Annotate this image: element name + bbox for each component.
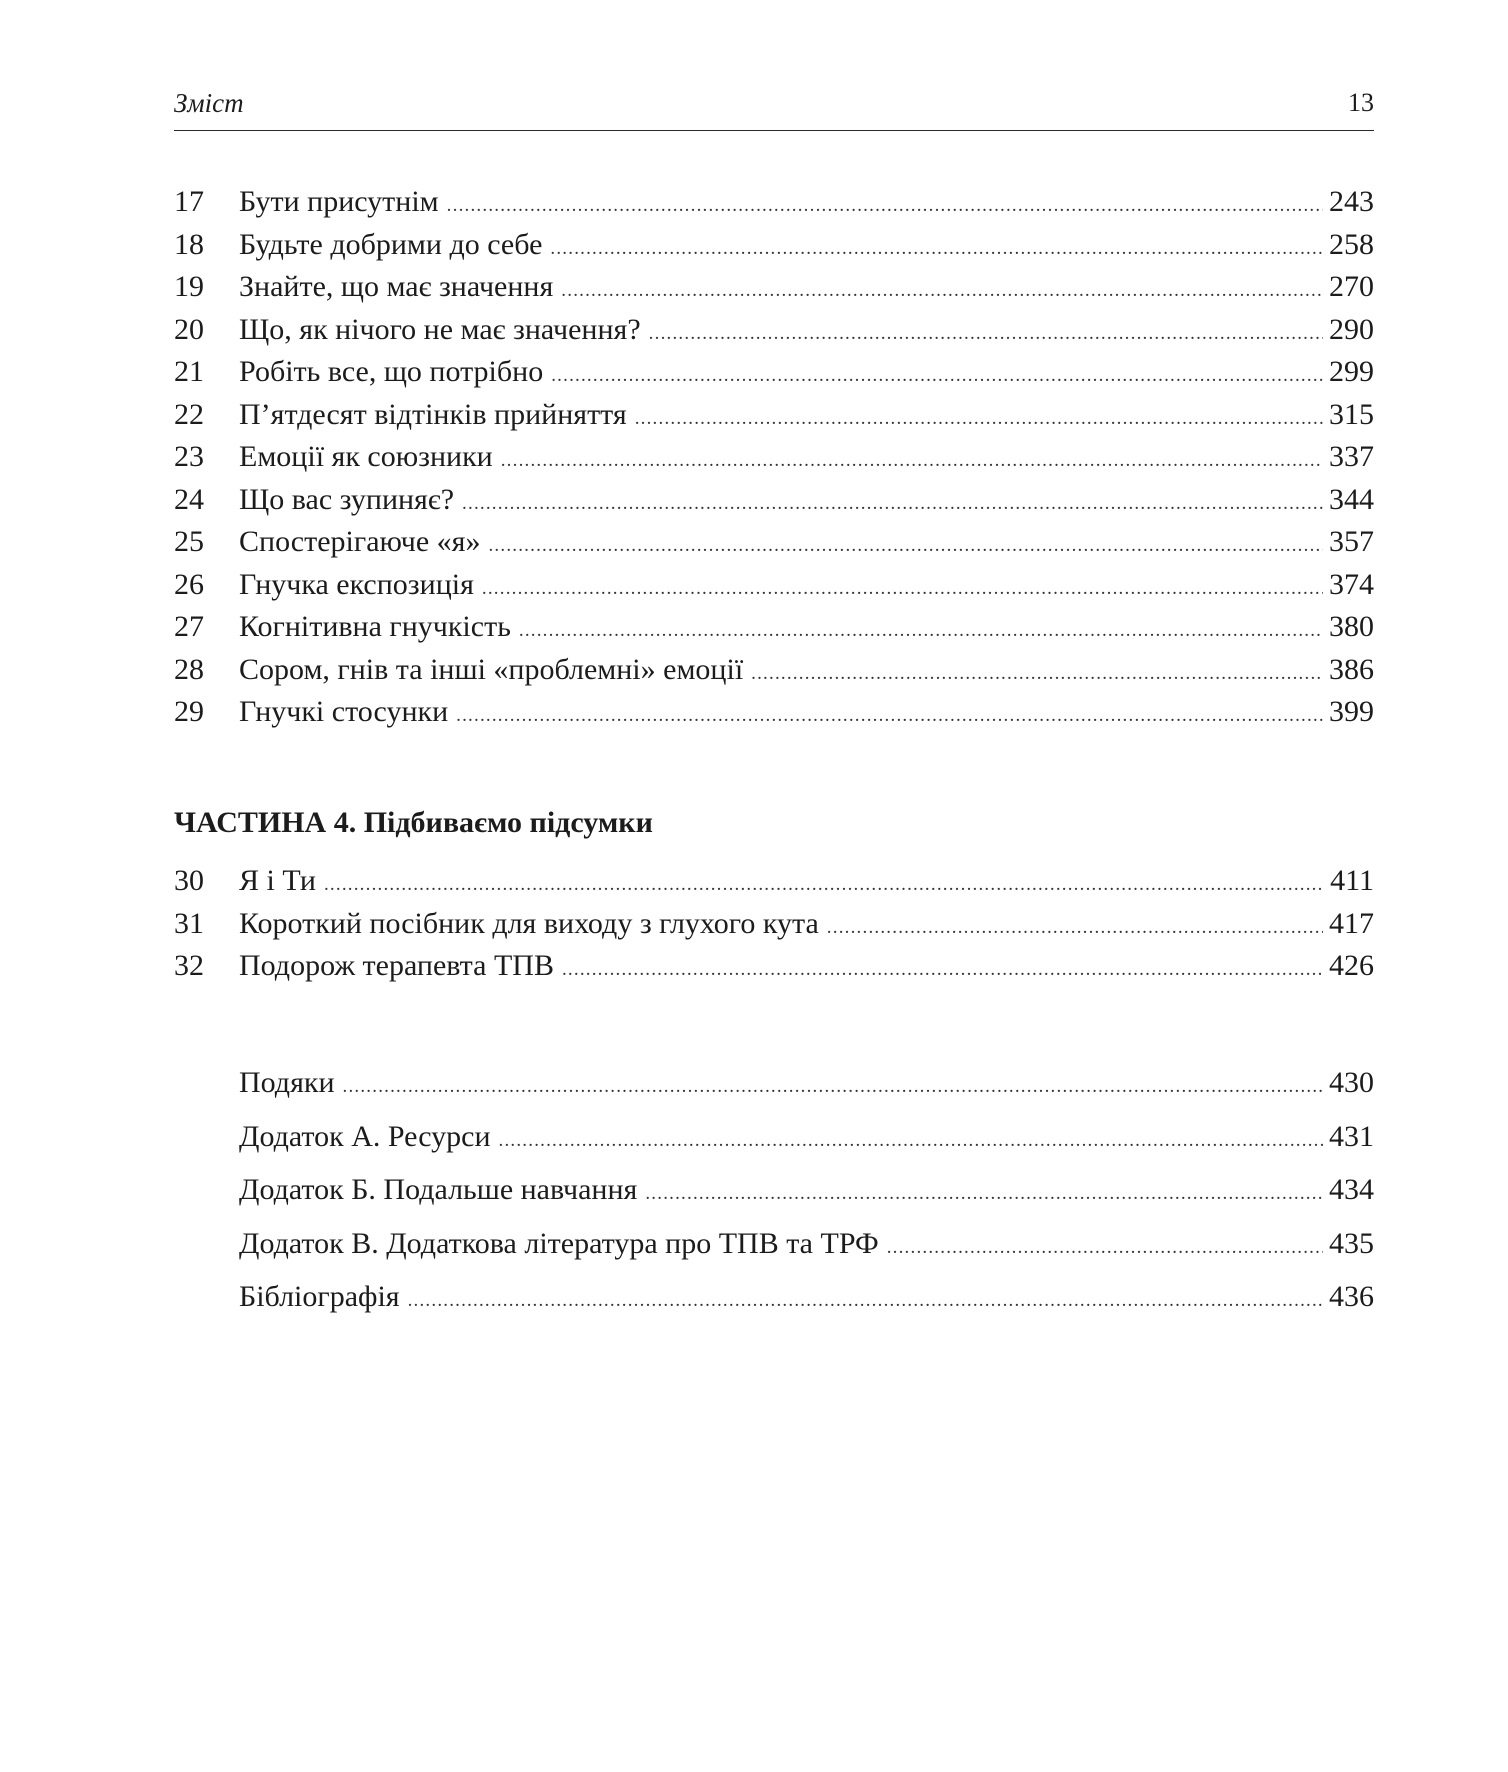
toc-part3-list xyxy=(174,181,1374,734)
dot-leader xyxy=(562,949,1323,992)
chapter-page: 290 xyxy=(1329,312,1374,346)
toc-entry[interactable] xyxy=(174,1110,1374,1164)
chapter-page: 337 xyxy=(1329,440,1374,473)
chapter-number: 31 xyxy=(174,906,204,940)
chapter-title: Короткий посібник для виходу з глухого кута xyxy=(239,906,819,940)
dot-leader xyxy=(343,1060,1324,1114)
toc-entry[interactable] xyxy=(174,436,1374,479)
toc-entry[interactable] xyxy=(174,564,1374,607)
chapter-title: Спостерігаюче «я» xyxy=(239,525,481,558)
toc-entry[interactable] xyxy=(174,266,1374,309)
chapter-page: 417 xyxy=(1329,906,1374,940)
back-matter-page: 434 xyxy=(1329,1173,1374,1206)
chapter-page: 258 xyxy=(1329,227,1374,261)
chapter-page: 270 xyxy=(1329,270,1374,303)
back-matter-page: 431 xyxy=(1329,1119,1374,1153)
dot-leader xyxy=(635,398,1323,441)
chapter-title: Що, як нічого не має значення? xyxy=(239,312,641,346)
chapter-title: Бути присутнім xyxy=(239,185,439,218)
chapter-title: Що вас зупиняє? xyxy=(239,482,455,516)
dot-leader xyxy=(456,695,1323,738)
chapter-number: 30 xyxy=(174,864,204,897)
dot-leader xyxy=(462,483,1323,526)
chapter-page: 374 xyxy=(1329,567,1374,601)
toc-entry[interactable] xyxy=(174,1217,1374,1271)
toc-entry[interactable] xyxy=(174,649,1374,692)
toc-entry[interactable] xyxy=(174,479,1374,522)
dot-leader xyxy=(751,653,1323,696)
chapter-page: 344 xyxy=(1329,482,1374,516)
chapter-page: 399 xyxy=(1329,695,1374,728)
toc-part4-list xyxy=(174,860,1374,988)
toc-entry[interactable] xyxy=(174,224,1374,267)
back-matter-title: Бібліографія xyxy=(239,1280,400,1313)
chapter-title: Гнучкі стосунки xyxy=(239,695,449,728)
toc-entry[interactable] xyxy=(174,903,1374,946)
dot-leader xyxy=(887,1221,1323,1275)
chapter-page: 426 xyxy=(1329,949,1374,982)
dot-leader xyxy=(324,864,1324,907)
chapter-number: 17 xyxy=(174,185,204,218)
dot-leader xyxy=(447,185,1323,228)
chapter-page: 357 xyxy=(1329,525,1374,558)
toc-entry[interactable] xyxy=(174,860,1374,903)
dot-leader xyxy=(499,1114,1324,1168)
header-title: Зміст xyxy=(174,88,244,118)
dot-leader xyxy=(519,610,1323,653)
chapter-number: 19 xyxy=(174,270,204,303)
toc-entry[interactable] xyxy=(174,181,1374,224)
dot-leader xyxy=(501,440,1323,483)
chapter-number: 23 xyxy=(174,440,204,473)
chapter-number: 20 xyxy=(174,312,204,346)
chapter-title: Будьте добрими до себе xyxy=(239,227,543,261)
back-matter-title: Додаток Б. Подальше навчання xyxy=(239,1173,638,1206)
chapter-page: 411 xyxy=(1330,864,1374,897)
chapter-number: 28 xyxy=(174,652,204,686)
chapter-number: 25 xyxy=(174,525,204,558)
back-matter-title: Додаток А. Ресурси xyxy=(239,1119,491,1153)
chapter-page: 380 xyxy=(1329,610,1374,643)
back-matter-title: Додаток В. Додаткова література про ТПВ та ТРФ xyxy=(239,1226,879,1260)
chapter-number: 22 xyxy=(174,397,204,431)
dot-leader xyxy=(550,228,1323,271)
chapter-title: Знайте, що має значення xyxy=(239,270,554,303)
toc-entry[interactable] xyxy=(174,394,1374,437)
toc-entry[interactable] xyxy=(174,521,1374,564)
chapter-title: П’ятдесят відтінків прийняття xyxy=(239,397,627,431)
toc-entry[interactable] xyxy=(174,1270,1374,1324)
chapter-title: Емоції як союзники xyxy=(239,440,493,473)
toc-entry[interactable] xyxy=(174,606,1374,649)
back-matter-page: 435 xyxy=(1329,1226,1374,1260)
chapter-number: 21 xyxy=(174,355,204,388)
chapter-title: Сором, гнів та інші «проблемні» емоції xyxy=(239,652,744,686)
chapter-number: 27 xyxy=(174,610,204,643)
chapter-number: 26 xyxy=(174,567,204,601)
chapter-page: 299 xyxy=(1329,355,1374,388)
running-header xyxy=(174,84,1374,131)
chapter-page: 386 xyxy=(1329,652,1374,686)
chapter-page: 315 xyxy=(1329,397,1374,431)
toc-entry[interactable] xyxy=(174,1056,1374,1110)
chapter-title: Когнітивна гнучкість xyxy=(239,610,511,643)
header-page-number: 13 xyxy=(1348,88,1374,117)
chapter-page: 243 xyxy=(1329,185,1374,218)
chapter-title: Робіть все, що потрібно xyxy=(239,355,544,388)
chapter-number: 18 xyxy=(174,227,204,261)
toc-entry[interactable] xyxy=(174,1163,1374,1217)
chapter-number: 32 xyxy=(174,949,204,982)
dot-leader xyxy=(561,270,1323,313)
toc-entry[interactable] xyxy=(174,691,1374,734)
chapter-title: Подорож терапевта ТПВ xyxy=(239,949,554,982)
back-matter-page: 430 xyxy=(1329,1066,1374,1099)
chapter-title: Я і Ти xyxy=(239,864,316,897)
chapter-title: Гнучка експозиція xyxy=(239,567,474,601)
toc-entry[interactable] xyxy=(174,945,1374,988)
part-heading: ЧАСТИНА 4. Підбиваємо підсумки xyxy=(174,806,653,839)
back-matter-title: Подяки xyxy=(239,1066,335,1099)
dot-leader xyxy=(649,313,1323,356)
toc-back-matter-list xyxy=(174,1056,1374,1324)
dot-leader xyxy=(488,525,1323,568)
chapter-number: 29 xyxy=(174,695,204,728)
back-matter-page: 436 xyxy=(1329,1280,1374,1313)
dot-leader xyxy=(551,355,1323,398)
chapter-number: 24 xyxy=(174,482,204,516)
dot-leader xyxy=(645,1167,1323,1221)
dot-leader xyxy=(408,1274,1323,1328)
toc-entry[interactable] xyxy=(174,351,1374,394)
dot-leader xyxy=(827,907,1323,950)
toc-entry[interactable] xyxy=(174,309,1374,352)
dot-leader xyxy=(482,568,1323,611)
